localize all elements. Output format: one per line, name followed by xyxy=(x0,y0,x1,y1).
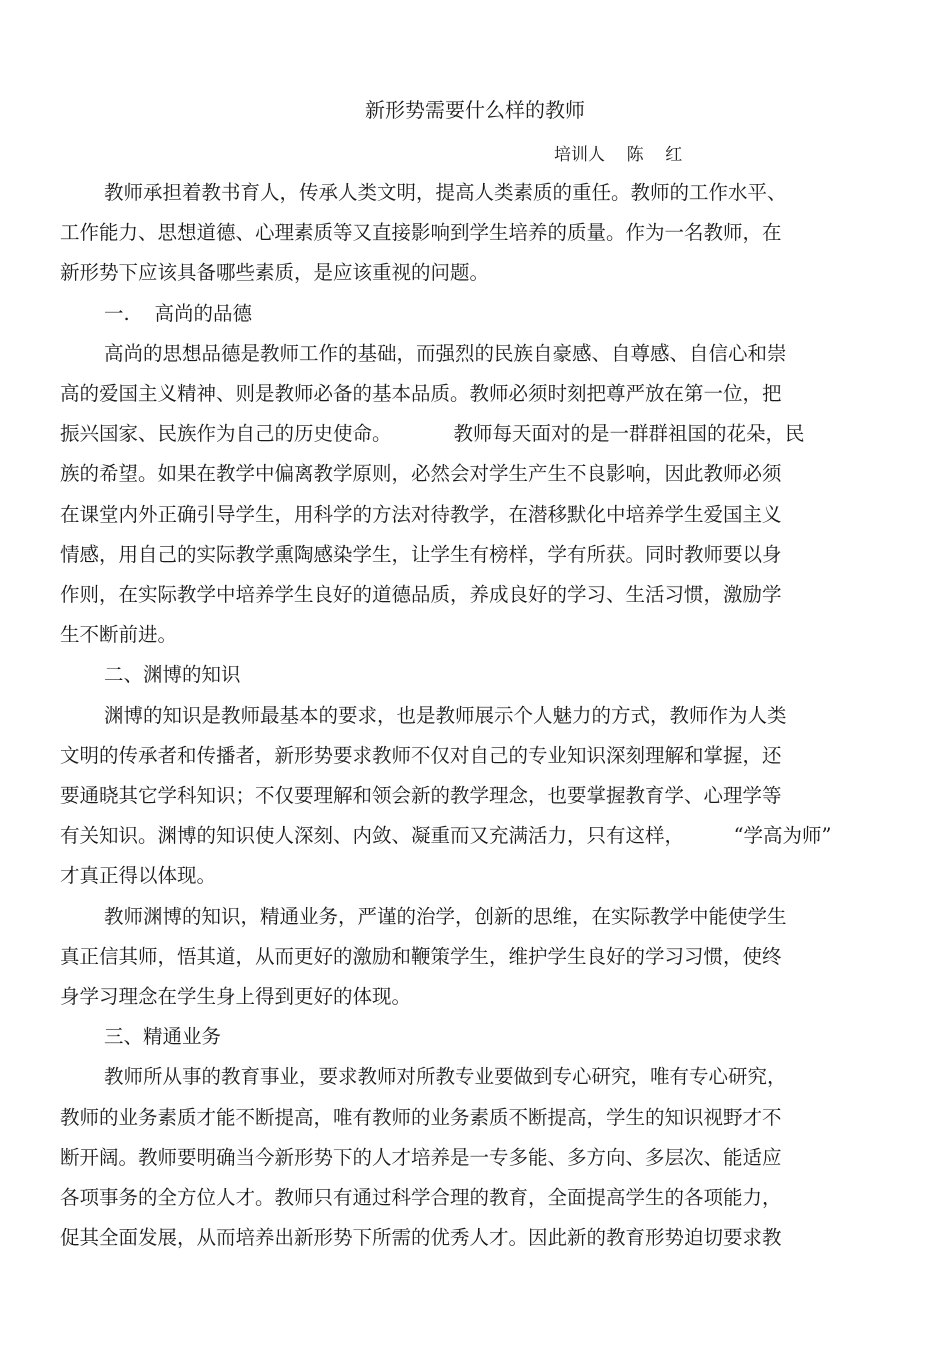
trainer-line: 培训人 陈 红 xyxy=(554,145,683,165)
text-line: 族的希望。如果在教学中偏离教学原则，必然会对学生产生不良影响，因此教师必须 xyxy=(60,462,782,485)
text-line: 工作能力、思想道德、心理素质等又直接影响到学生培养的质量。作为一名教师，在 xyxy=(60,221,782,244)
section-heading: 三、精通业务 xyxy=(104,1025,222,1048)
text-line: 振兴国家、民族作为自己的历史使命。 教师每天面对的是一群群祖国的花朵，民 xyxy=(60,422,805,445)
text-line: 真正信其师，悟其道，从而更好的激励和鞭策学生，维护学生良好的学习习惯，使终 xyxy=(60,945,782,968)
text-line: 身学习理念在学生身上得到更好的体现。 xyxy=(60,985,412,1008)
text-line: 高尚的思想品德是教师工作的基础，而强烈的民族自豪感、自尊感、自信心和崇 xyxy=(104,342,787,365)
text-line: 才真正得以体现。 xyxy=(60,864,217,887)
text-line: 教师所从事的教育事业，要求教师对所教专业要做到专心研究，唯有专心研究， xyxy=(104,1065,787,1088)
text-line: 各项事务的全方位人才。教师只有通过科学合理的教育，全面提高学生的各项能力， xyxy=(60,1186,782,1209)
text-line: 高的爱国主义精神、则是教师必备的基本品质。教师必须时刻把尊严放在第一位，把 xyxy=(60,382,782,405)
document-title: 新形势需要什么样的教师 xyxy=(365,98,585,122)
text-line: 促其全面发展，从而培养出新形势下所需的优秀人才。因此新的教育形势迫切要求教 xyxy=(60,1226,782,1249)
text-line: 在课堂内外正确引导学生，用科学的方法对待教学，在潜移默化中培养学生爱国主义 xyxy=(60,503,782,526)
text-line: 有关知识。渊博的知识使人深刻、内敛、凝重而又充满活力，只有这样， “学高为师” xyxy=(60,824,832,847)
text-line: 生不断前进。 xyxy=(60,623,178,646)
section-heading: 二、渊博的知识 xyxy=(104,663,241,686)
text-line: 情感，用自己的实际教学熏陶感染学生，让学生有榜样，学有所获。同时教师要以身 xyxy=(60,543,782,566)
text-line: 断开阔。教师要明确当今新形势下的人才培养是一专多能、多方向、多层次、能适应 xyxy=(60,1146,782,1169)
text-line: 教师渊博的知识，精通业务，严谨的治学，创新的思维，在实际教学中能使学生 xyxy=(104,905,787,928)
text-line: 教师的业务素质才能不断提高，唯有教师的业务素质不断提高，学生的知识视野才不 xyxy=(60,1106,782,1129)
text-line: 作则，在实际教学中培养学生良好的道德品质，养成良好的学习、生活习惯，激励学 xyxy=(60,583,782,606)
text-line: 教师承担着教书育人，传承人类文明，提高人类素质的重任。教师的工作水平、 xyxy=(104,181,787,204)
text-line: 新形势下应该具备哪些素质，是应该重视的问题。 xyxy=(60,261,490,284)
section-heading: 一. 高尚的品德 xyxy=(104,302,252,325)
text-line: 渊博的知识是教师最基本的要求，也是教师展示个人魅力的方式，教师作为人类 xyxy=(104,704,787,727)
text-line: 要通晓其它学科知识；不仅要理解和领会新的教学理念，也要掌握教育学、心理学等 xyxy=(60,784,782,807)
text-line: 文明的传承者和传播者，新形势要求教师不仅对自己的专业知识深刻理解和掌握，还 xyxy=(60,744,782,767)
